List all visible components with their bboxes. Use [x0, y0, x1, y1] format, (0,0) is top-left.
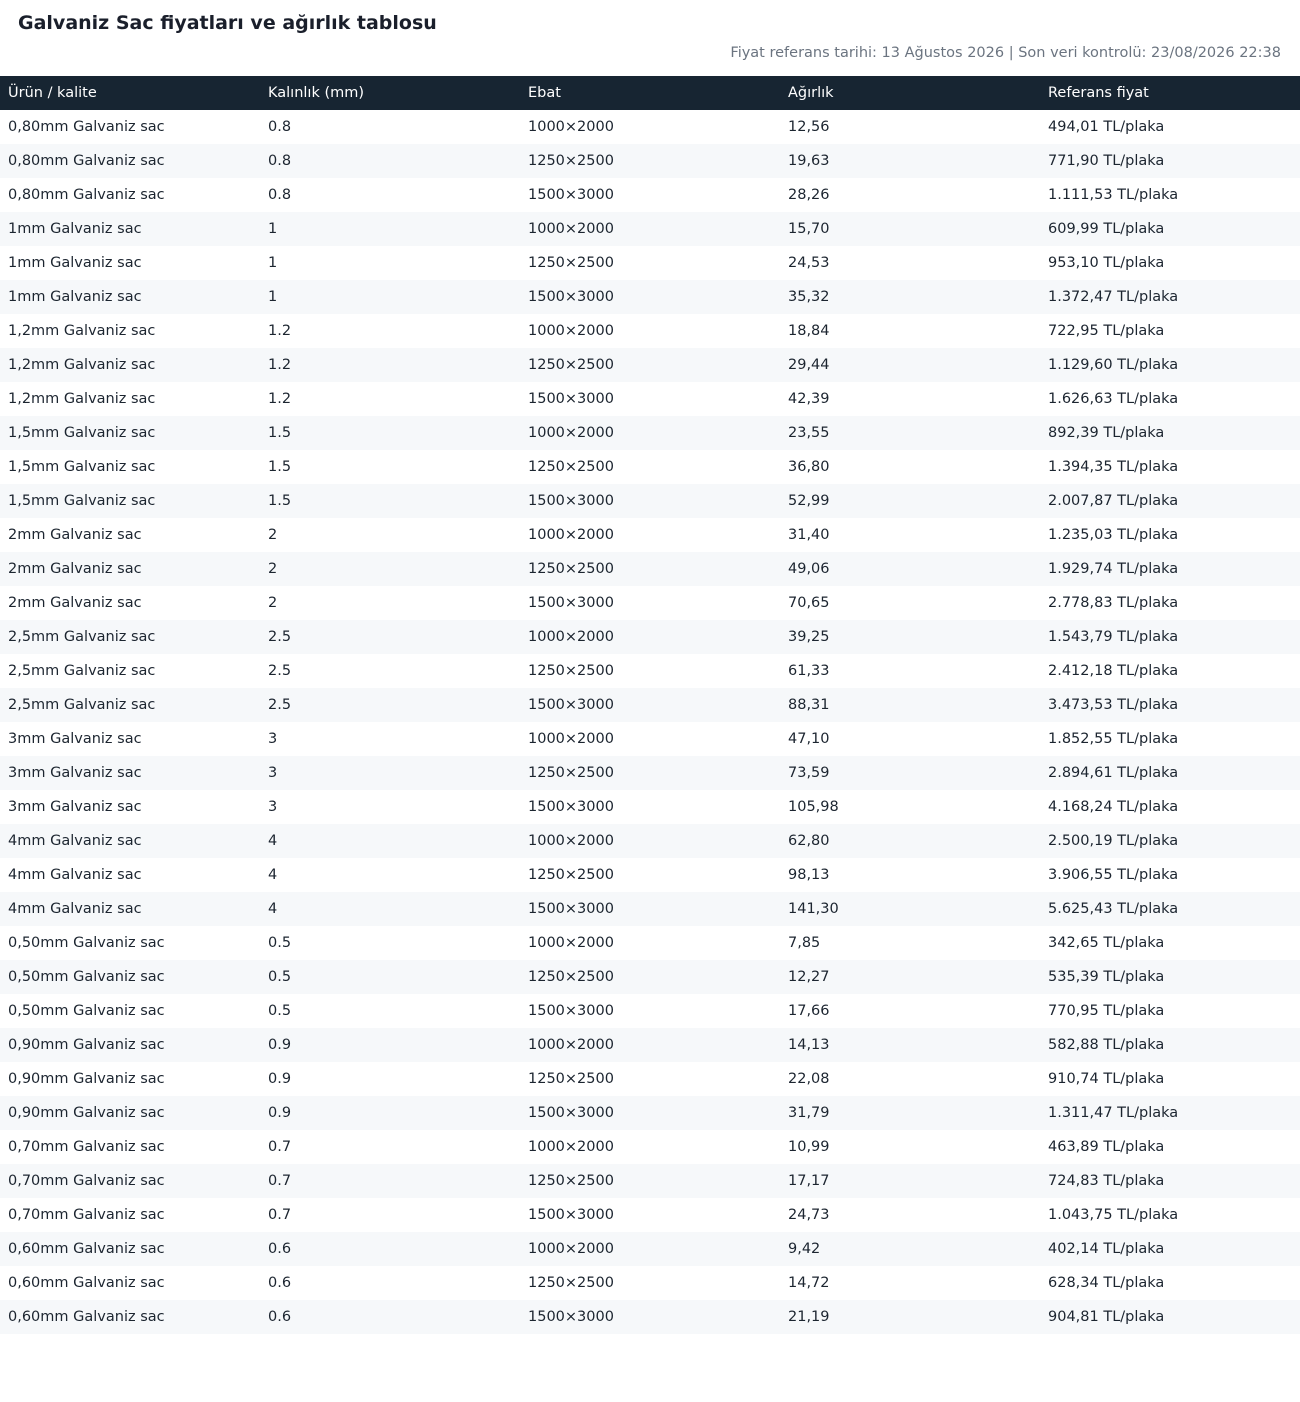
cell-price: 1.129,60 TL/plaka: [1048, 357, 1179, 373]
table-row: [0, 892, 1300, 926]
cell-product: 4mm Galvaniz sac: [8, 901, 142, 917]
reference-date-info: Fiyat referans tarihi: 13 Ağustos 2026 | Son veri kontrolü: 23/08/2026 22:38: [730, 45, 1281, 61]
cell-thickness: 1: [268, 221, 278, 237]
cell-size: 1000×2000: [528, 221, 614, 237]
cell-weight: 17,17: [788, 1173, 830, 1189]
table-row: [0, 1164, 1300, 1198]
table-row: [0, 110, 1300, 144]
price-table: [0, 76, 1300, 1334]
cell-product: 0,50mm Galvaniz sac: [8, 935, 165, 951]
cell-size: 1500×3000: [528, 1105, 614, 1121]
cell-product: 1,5mm Galvaniz sac: [8, 459, 156, 475]
page-title: Galvaniz Sac fiyatları ve ağırlık tablosu: [18, 12, 437, 34]
cell-product: 0,60mm Galvaniz sac: [8, 1275, 165, 1291]
cell-product: 1mm Galvaniz sac: [8, 255, 142, 271]
cell-product: 0,60mm Galvaniz sac: [8, 1309, 165, 1325]
column-header-product: Ürün / kalite: [8, 85, 97, 101]
table-row: [0, 314, 1300, 348]
cell-size: 1250×2500: [528, 561, 614, 577]
cell-price: 1.626,63 TL/plaka: [1048, 391, 1179, 407]
table-row: [0, 382, 1300, 416]
table-row: [0, 1062, 1300, 1096]
cell-size: 1250×2500: [528, 459, 614, 475]
cell-weight: 18,84: [788, 323, 830, 339]
cell-thickness: 0.9: [268, 1071, 292, 1087]
table-row: [0, 654, 1300, 688]
cell-size: 1250×2500: [528, 1275, 614, 1291]
cell-price: 2.412,18 TL/plaka: [1048, 663, 1179, 679]
cell-price: 770,95 TL/plaka: [1048, 1003, 1165, 1019]
cell-price: 904,81 TL/plaka: [1048, 1309, 1165, 1325]
cell-thickness: 3: [268, 765, 278, 781]
cell-price: 609,99 TL/plaka: [1048, 221, 1165, 237]
cell-size: 1000×2000: [528, 425, 614, 441]
table-header: [0, 76, 1300, 110]
cell-price: 1.543,79 TL/plaka: [1048, 629, 1179, 645]
cell-product: 2,5mm Galvaniz sac: [8, 629, 156, 645]
table-row: [0, 926, 1300, 960]
table-row: [0, 518, 1300, 552]
cell-price: 1.311,47 TL/plaka: [1048, 1105, 1179, 1121]
cell-price: 3.473,53 TL/plaka: [1048, 697, 1179, 713]
cell-price: 582,88 TL/plaka: [1048, 1037, 1165, 1053]
cell-size: 1500×3000: [528, 1309, 614, 1325]
table-body: [0, 110, 1300, 1334]
cell-weight: 24,73: [788, 1207, 830, 1223]
cell-product: 1,5mm Galvaniz sac: [8, 493, 156, 509]
cell-weight: 62,80: [788, 833, 830, 849]
cell-price: 724,83 TL/plaka: [1048, 1173, 1165, 1189]
cell-weight: 61,33: [788, 663, 830, 679]
cell-price: 1.852,55 TL/plaka: [1048, 731, 1179, 747]
cell-price: 910,74 TL/plaka: [1048, 1071, 1165, 1087]
cell-thickness: 2: [268, 561, 278, 577]
cell-thickness: 0.8: [268, 119, 292, 135]
cell-product: 0,80mm Galvaniz sac: [8, 187, 165, 203]
cell-size: 1000×2000: [528, 119, 614, 135]
table-row: [0, 552, 1300, 586]
cell-thickness: 0.9: [268, 1105, 292, 1121]
cell-product: 1,2mm Galvaniz sac: [8, 357, 156, 373]
cell-size: 1500×3000: [528, 799, 614, 815]
cell-product: 0,80mm Galvaniz sac: [8, 119, 165, 135]
cell-weight: 7,85: [788, 935, 821, 951]
cell-product: 2mm Galvaniz sac: [8, 561, 142, 577]
table-row: [0, 1130, 1300, 1164]
cell-thickness: 1.2: [268, 391, 292, 407]
cell-thickness: 2: [268, 527, 278, 543]
table-row: [0, 1266, 1300, 1300]
cell-price: 2.500,19 TL/plaka: [1048, 833, 1179, 849]
cell-size: 1500×3000: [528, 289, 614, 305]
cell-price: 1.043,75 TL/plaka: [1048, 1207, 1179, 1223]
cell-weight: 52,99: [788, 493, 830, 509]
table-row: [0, 1198, 1300, 1232]
cell-weight: 19,63: [788, 153, 830, 169]
cell-product: 1mm Galvaniz sac: [8, 289, 142, 305]
cell-thickness: 0.5: [268, 1003, 292, 1019]
cell-product: 2,5mm Galvaniz sac: [8, 663, 156, 679]
cell-product: 0,80mm Galvaniz sac: [8, 153, 165, 169]
cell-thickness: 0.7: [268, 1139, 292, 1155]
cell-weight: 73,59: [788, 765, 830, 781]
cell-price: 5.625,43 TL/plaka: [1048, 901, 1179, 917]
table-row: [0, 484, 1300, 518]
cell-thickness: 3: [268, 799, 278, 815]
cell-size: 1500×3000: [528, 493, 614, 509]
cell-weight: 105,98: [788, 799, 839, 815]
cell-thickness: 0.9: [268, 1037, 292, 1053]
cell-weight: 31,40: [788, 527, 830, 543]
cell-thickness: 2.5: [268, 663, 292, 679]
cell-price: 2.778,83 TL/plaka: [1048, 595, 1179, 611]
cell-size: 1500×3000: [528, 697, 614, 713]
cell-price: 1.111,53 TL/plaka: [1048, 187, 1179, 203]
cell-weight: 15,70: [788, 221, 830, 237]
cell-price: 3.906,55 TL/plaka: [1048, 867, 1179, 883]
cell-product: 0,90mm Galvaniz sac: [8, 1105, 165, 1121]
cell-weight: 24,53: [788, 255, 830, 271]
table-row: [0, 756, 1300, 790]
table-row: [0, 620, 1300, 654]
cell-thickness: 2.5: [268, 629, 292, 645]
cell-product: 1mm Galvaniz sac: [8, 221, 142, 237]
cell-product: 0,70mm Galvaniz sac: [8, 1207, 165, 1223]
cell-thickness: 2.5: [268, 697, 292, 713]
cell-weight: 31,79: [788, 1105, 830, 1121]
cell-price: 342,65 TL/plaka: [1048, 935, 1165, 951]
table-row: [0, 280, 1300, 314]
column-header-price: Referans fiyat: [1048, 85, 1149, 101]
cell-weight: 49,06: [788, 561, 830, 577]
cell-thickness: 0.8: [268, 187, 292, 203]
cell-weight: 70,65: [788, 595, 830, 611]
cell-price: 2.007,87 TL/plaka: [1048, 493, 1179, 509]
cell-product: 0,60mm Galvaniz sac: [8, 1241, 165, 1257]
cell-thickness: 1: [268, 255, 278, 271]
cell-price: 1.235,03 TL/plaka: [1048, 527, 1179, 543]
cell-weight: 23,55: [788, 425, 830, 441]
cell-product: 1,2mm Galvaniz sac: [8, 391, 156, 407]
cell-weight: 29,44: [788, 357, 830, 373]
cell-product: 4mm Galvaniz sac: [8, 867, 142, 883]
cell-thickness: 0.7: [268, 1207, 292, 1223]
cell-size: 1500×3000: [528, 391, 614, 407]
cell-weight: 12,56: [788, 119, 830, 135]
cell-size: 1500×3000: [528, 901, 614, 917]
cell-weight: 35,32: [788, 289, 830, 305]
cell-weight: 14,72: [788, 1275, 830, 1291]
cell-size: 1250×2500: [528, 1173, 614, 1189]
cell-price: 1.372,47 TL/plaka: [1048, 289, 1179, 305]
cell-weight: 88,31: [788, 697, 830, 713]
cell-size: 1000×2000: [528, 1037, 614, 1053]
cell-weight: 10,99: [788, 1139, 830, 1155]
table-row: [0, 348, 1300, 382]
cell-thickness: 1.5: [268, 459, 292, 475]
cell-product: 1,2mm Galvaniz sac: [8, 323, 156, 339]
cell-product: 4mm Galvaniz sac: [8, 833, 142, 849]
table-row: [0, 790, 1300, 824]
cell-thickness: 4: [268, 901, 278, 917]
cell-price: 771,90 TL/plaka: [1048, 153, 1165, 169]
cell-weight: 28,26: [788, 187, 830, 203]
column-header-weight: Ağırlık: [788, 85, 834, 101]
cell-thickness: 1.2: [268, 323, 292, 339]
cell-price: 892,39 TL/plaka: [1048, 425, 1165, 441]
cell-weight: 12,27: [788, 969, 830, 985]
cell-product: 0,50mm Galvaniz sac: [8, 1003, 165, 1019]
table-header-row: [0, 76, 1300, 110]
cell-size: 1000×2000: [528, 527, 614, 543]
cell-size: 1500×3000: [528, 595, 614, 611]
table-row: [0, 722, 1300, 756]
cell-thickness: 1.2: [268, 357, 292, 373]
cell-weight: 98,13: [788, 867, 830, 883]
cell-product: 3mm Galvaniz sac: [8, 731, 142, 747]
cell-thickness: 0.5: [268, 935, 292, 951]
table-row: [0, 858, 1300, 892]
cell-price: 953,10 TL/plaka: [1048, 255, 1165, 271]
cell-weight: 14,13: [788, 1037, 830, 1053]
cell-size: 1000×2000: [528, 1241, 614, 1257]
cell-product: 0,50mm Galvaniz sac: [8, 969, 165, 985]
cell-thickness: 0.8: [268, 153, 292, 169]
cell-price: 628,34 TL/plaka: [1048, 1275, 1165, 1291]
cell-thickness: 1.5: [268, 493, 292, 509]
table-row: [0, 212, 1300, 246]
table-row: [0, 246, 1300, 280]
cell-thickness: 0.6: [268, 1309, 292, 1325]
table-row: [0, 450, 1300, 484]
cell-product: 0,70mm Galvaniz sac: [8, 1173, 165, 1189]
table-row: [0, 416, 1300, 450]
table-row: [0, 1028, 1300, 1062]
cell-thickness: 0.5: [268, 969, 292, 985]
column-header-thickness: Kalınlık (mm): [268, 85, 365, 101]
cell-product: 1,5mm Galvaniz sac: [8, 425, 156, 441]
cell-price: 1.394,35 TL/plaka: [1048, 459, 1179, 475]
cell-weight: 22,08: [788, 1071, 830, 1087]
table-row: [0, 1096, 1300, 1130]
table-row: [0, 688, 1300, 722]
cell-price: 722,95 TL/plaka: [1048, 323, 1165, 339]
cell-weight: 141,30: [788, 901, 839, 917]
table-row: [0, 960, 1300, 994]
cell-price: 402,14 TL/plaka: [1048, 1241, 1165, 1257]
cell-product: 3mm Galvaniz sac: [8, 799, 142, 815]
cell-size: 1500×3000: [528, 1003, 614, 1019]
cell-size: 1000×2000: [528, 323, 614, 339]
cell-size: 1250×2500: [528, 969, 614, 985]
cell-size: 1000×2000: [528, 1139, 614, 1155]
cell-thickness: 1.5: [268, 425, 292, 441]
table-row: [0, 144, 1300, 178]
cell-price: 494,01 TL/plaka: [1048, 119, 1165, 135]
cell-product: 0,90mm Galvaniz sac: [8, 1037, 165, 1053]
cell-price: 2.894,61 TL/plaka: [1048, 765, 1179, 781]
cell-thickness: 0.7: [268, 1173, 292, 1189]
cell-weight: 36,80: [788, 459, 830, 475]
cell-size: 1250×2500: [528, 765, 614, 781]
cell-size: 1500×3000: [528, 1207, 614, 1223]
table-row: [0, 1232, 1300, 1266]
table-row: [0, 1300, 1300, 1334]
table-row: [0, 994, 1300, 1028]
cell-size: 1000×2000: [528, 629, 614, 645]
cell-thickness: 1: [268, 289, 278, 305]
cell-price: 1.929,74 TL/plaka: [1048, 561, 1179, 577]
cell-size: 1250×2500: [528, 153, 614, 169]
cell-product: 2mm Galvaniz sac: [8, 595, 142, 611]
cell-size: 1500×3000: [528, 187, 614, 203]
cell-size: 1000×2000: [528, 833, 614, 849]
cell-thickness: 0.6: [268, 1241, 292, 1257]
cell-thickness: 0.6: [268, 1275, 292, 1291]
cell-size: 1000×2000: [528, 935, 614, 951]
cell-product: 0,90mm Galvaniz sac: [8, 1071, 165, 1087]
cell-size: 1000×2000: [528, 731, 614, 747]
cell-thickness: 4: [268, 833, 278, 849]
cell-price: 463,89 TL/plaka: [1048, 1139, 1165, 1155]
cell-weight: 9,42: [788, 1241, 821, 1257]
cell-weight: 39,25: [788, 629, 830, 645]
cell-thickness: 2: [268, 595, 278, 611]
cell-thickness: 4: [268, 867, 278, 883]
cell-size: 1250×2500: [528, 255, 614, 271]
cell-thickness: 3: [268, 731, 278, 747]
table-row: [0, 586, 1300, 620]
cell-size: 1250×2500: [528, 663, 614, 679]
cell-product: 3mm Galvaniz sac: [8, 765, 142, 781]
column-header-size: Ebat: [528, 85, 561, 101]
cell-weight: 21,19: [788, 1309, 830, 1325]
table-row: [0, 178, 1300, 212]
cell-size: 1250×2500: [528, 867, 614, 883]
cell-product: 2mm Galvaniz sac: [8, 527, 142, 543]
cell-product: 2,5mm Galvaniz sac: [8, 697, 156, 713]
cell-size: 1250×2500: [528, 1071, 614, 1087]
cell-weight: 47,10: [788, 731, 830, 747]
cell-weight: 42,39: [788, 391, 830, 407]
cell-size: 1250×2500: [528, 357, 614, 373]
cell-weight: 17,66: [788, 1003, 830, 1019]
cell-product: 0,70mm Galvaniz sac: [8, 1139, 165, 1155]
cell-price: 535,39 TL/plaka: [1048, 969, 1165, 985]
cell-price: 4.168,24 TL/plaka: [1048, 799, 1179, 815]
table-row: [0, 824, 1300, 858]
